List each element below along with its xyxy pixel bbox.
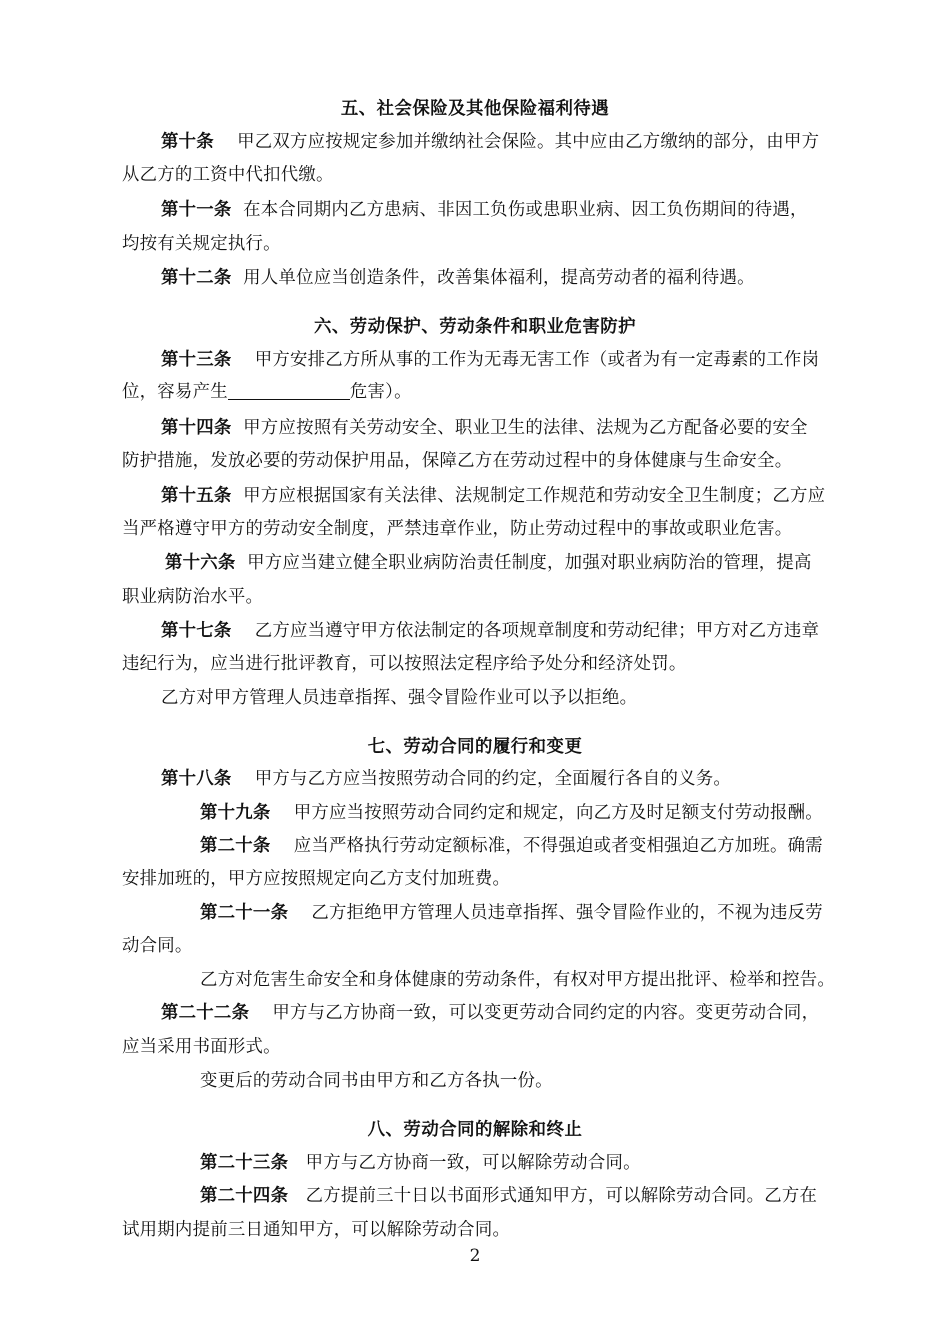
article-10-cont: 从乙方的工资中代扣代缴。 — [122, 165, 334, 185]
article-13-cont — [122, 380, 412, 404]
article-13 — [161, 348, 819, 372]
article-21 — [200, 901, 823, 925]
article-14 — [161, 416, 808, 440]
article-text: 甲方与乙方应当按照劳动合同的约定，全面履行各自的义务。 — [254, 769, 732, 789]
article-11-cont: 均按有关规定执行。 — [122, 234, 281, 254]
article-17-para: 乙方对甲方管理人员违章指挥、强令冒险作业可以予以拒绝。 — [161, 688, 638, 708]
article-text: 甲方应当按照劳动合同约定和规定，向乙方及时足额支付劳动报酬。 — [293, 803, 823, 823]
article-15 — [161, 484, 825, 508]
article-23 — [200, 1151, 641, 1175]
article-10 — [161, 130, 819, 154]
article-label: 第二十一条 — [200, 903, 289, 923]
article-14-cont: 防护措施，发放必要的劳动保护用品，保障乙方在劳动过程中的身体健康与生命安全。 — [122, 451, 793, 471]
section-heading-5: 五、社会保险及其他保险福利待遇 — [340, 99, 610, 119]
article-24 — [200, 1184, 817, 1208]
page-number: 2 — [469, 1246, 481, 1266]
section-heading-6: 六、劳动保护、劳动条件和职业危害防护 — [313, 317, 637, 337]
article-text: 甲方应按照有关劳动安全、职业卫生的法律、法规为乙方配备必要的安全 — [243, 418, 808, 438]
article-21-cont: 动合同。 — [122, 936, 193, 956]
article-24-cont: 试用期内提前三日通知甲方，可以解除劳动合同。 — [122, 1220, 511, 1240]
article-text: 应当严格执行劳动定额标准，不得强迫或者变相强迫乙方加班。确需 — [293, 836, 823, 856]
article-label: 第十二条 — [161, 268, 232, 288]
article-label: 第十四条 — [161, 418, 232, 438]
article-text: 危害）。 — [349, 382, 412, 402]
article-20 — [200, 834, 823, 858]
article-16 — [165, 551, 812, 575]
article-text: 位，容易产生 — [122, 382, 228, 402]
article-22-cont: 应当采用书面形式。 — [122, 1037, 281, 1057]
article-text: 甲乙双方应按规定参加并缴纳社会保险。其中应由乙方缴纳的部分，由甲方 — [237, 132, 820, 152]
article-text: 甲方安排乙方所从事的工作为无毒无害工作（或者为有一定毒素的工作岗 — [254, 350, 820, 370]
article-label: 第十六条 — [165, 553, 236, 573]
article-label: 第二十三条 — [200, 1153, 289, 1173]
article-21-para: 乙方对危害生命安全和身体健康的劳动条件，有权对甲方提出批评、检举和控告。 — [200, 970, 836, 990]
article-text: 乙方提前三十日以书面形式通知甲方，可以解除劳动合同。乙方在 — [305, 1186, 818, 1206]
article-text: 用人单位应当创造条件，改善集体福利，提高劳动者的福利待遇。 — [243, 268, 755, 288]
article-17 — [161, 619, 819, 643]
article-label: 第十八条 — [161, 769, 232, 789]
article-text: 甲方与乙方协商一致，可以解除劳动合同。 — [305, 1153, 641, 1173]
article-20-cont: 安排加班的，甲方应按照规定向乙方支付加班费。 — [122, 869, 511, 889]
blank-fill-line — [228, 381, 350, 400]
article-label: 第二十条 — [200, 836, 271, 856]
article-17-cont: 违纪行为，应当进行批评教育，可以按照法定程序给予处分和经济处罚。 — [122, 654, 687, 674]
article-label: 第二十二条 — [161, 1003, 250, 1023]
section-heading-8: 八、劳动合同的解除和终止 — [367, 1120, 583, 1140]
article-text: 在本合同期内乙方患病、非因工负伤或患职业病、因工负伤期间的待遇， — [243, 200, 808, 220]
article-label: 第十一条 — [161, 200, 232, 220]
article-22 — [161, 1001, 819, 1025]
article-text: 甲方应当建立健全职业病防治责任制度，加强对职业病防治的管理，提高 — [247, 553, 812, 573]
article-label: 第二十四条 — [200, 1186, 289, 1206]
article-19 — [200, 801, 823, 825]
article-22-para: 变更后的劳动合同书由甲方和乙方各执一份。 — [200, 1071, 553, 1091]
article-label: 第十九条 — [200, 803, 271, 823]
article-label: 第十三条 — [161, 350, 232, 370]
article-15-cont: 当严格遵守甲方的劳动安全制度，严禁违章作业，防止劳动过程中的事故或职业危害。 — [122, 519, 793, 539]
article-12 — [161, 266, 755, 290]
article-11 — [161, 198, 808, 222]
article-label: 第十条 — [161, 132, 214, 152]
article-16-cont: 职业病防治水平。 — [122, 587, 264, 607]
article-text: 乙方拒绝甲方管理人员违章指挥、强令冒险作业的，不视为违反劳 — [311, 903, 823, 923]
section-heading-7: 七、劳动合同的履行和变更 — [367, 737, 583, 757]
article-text: 甲方应根据国家有关法律、法规制定工作规范和劳动安全卫生制度；乙方应 — [243, 486, 826, 506]
article-text: 甲方与乙方协商一致，可以变更劳动合同约定的内容。变更劳动合同， — [272, 1003, 820, 1023]
article-label: 第十五条 — [161, 486, 232, 506]
article-label: 第十七条 — [161, 621, 232, 641]
article-18 — [161, 767, 731, 791]
article-text: 乙方应当遵守甲方依法制定的各项规章制度和劳动纪律；甲方对乙方违章 — [254, 621, 820, 641]
